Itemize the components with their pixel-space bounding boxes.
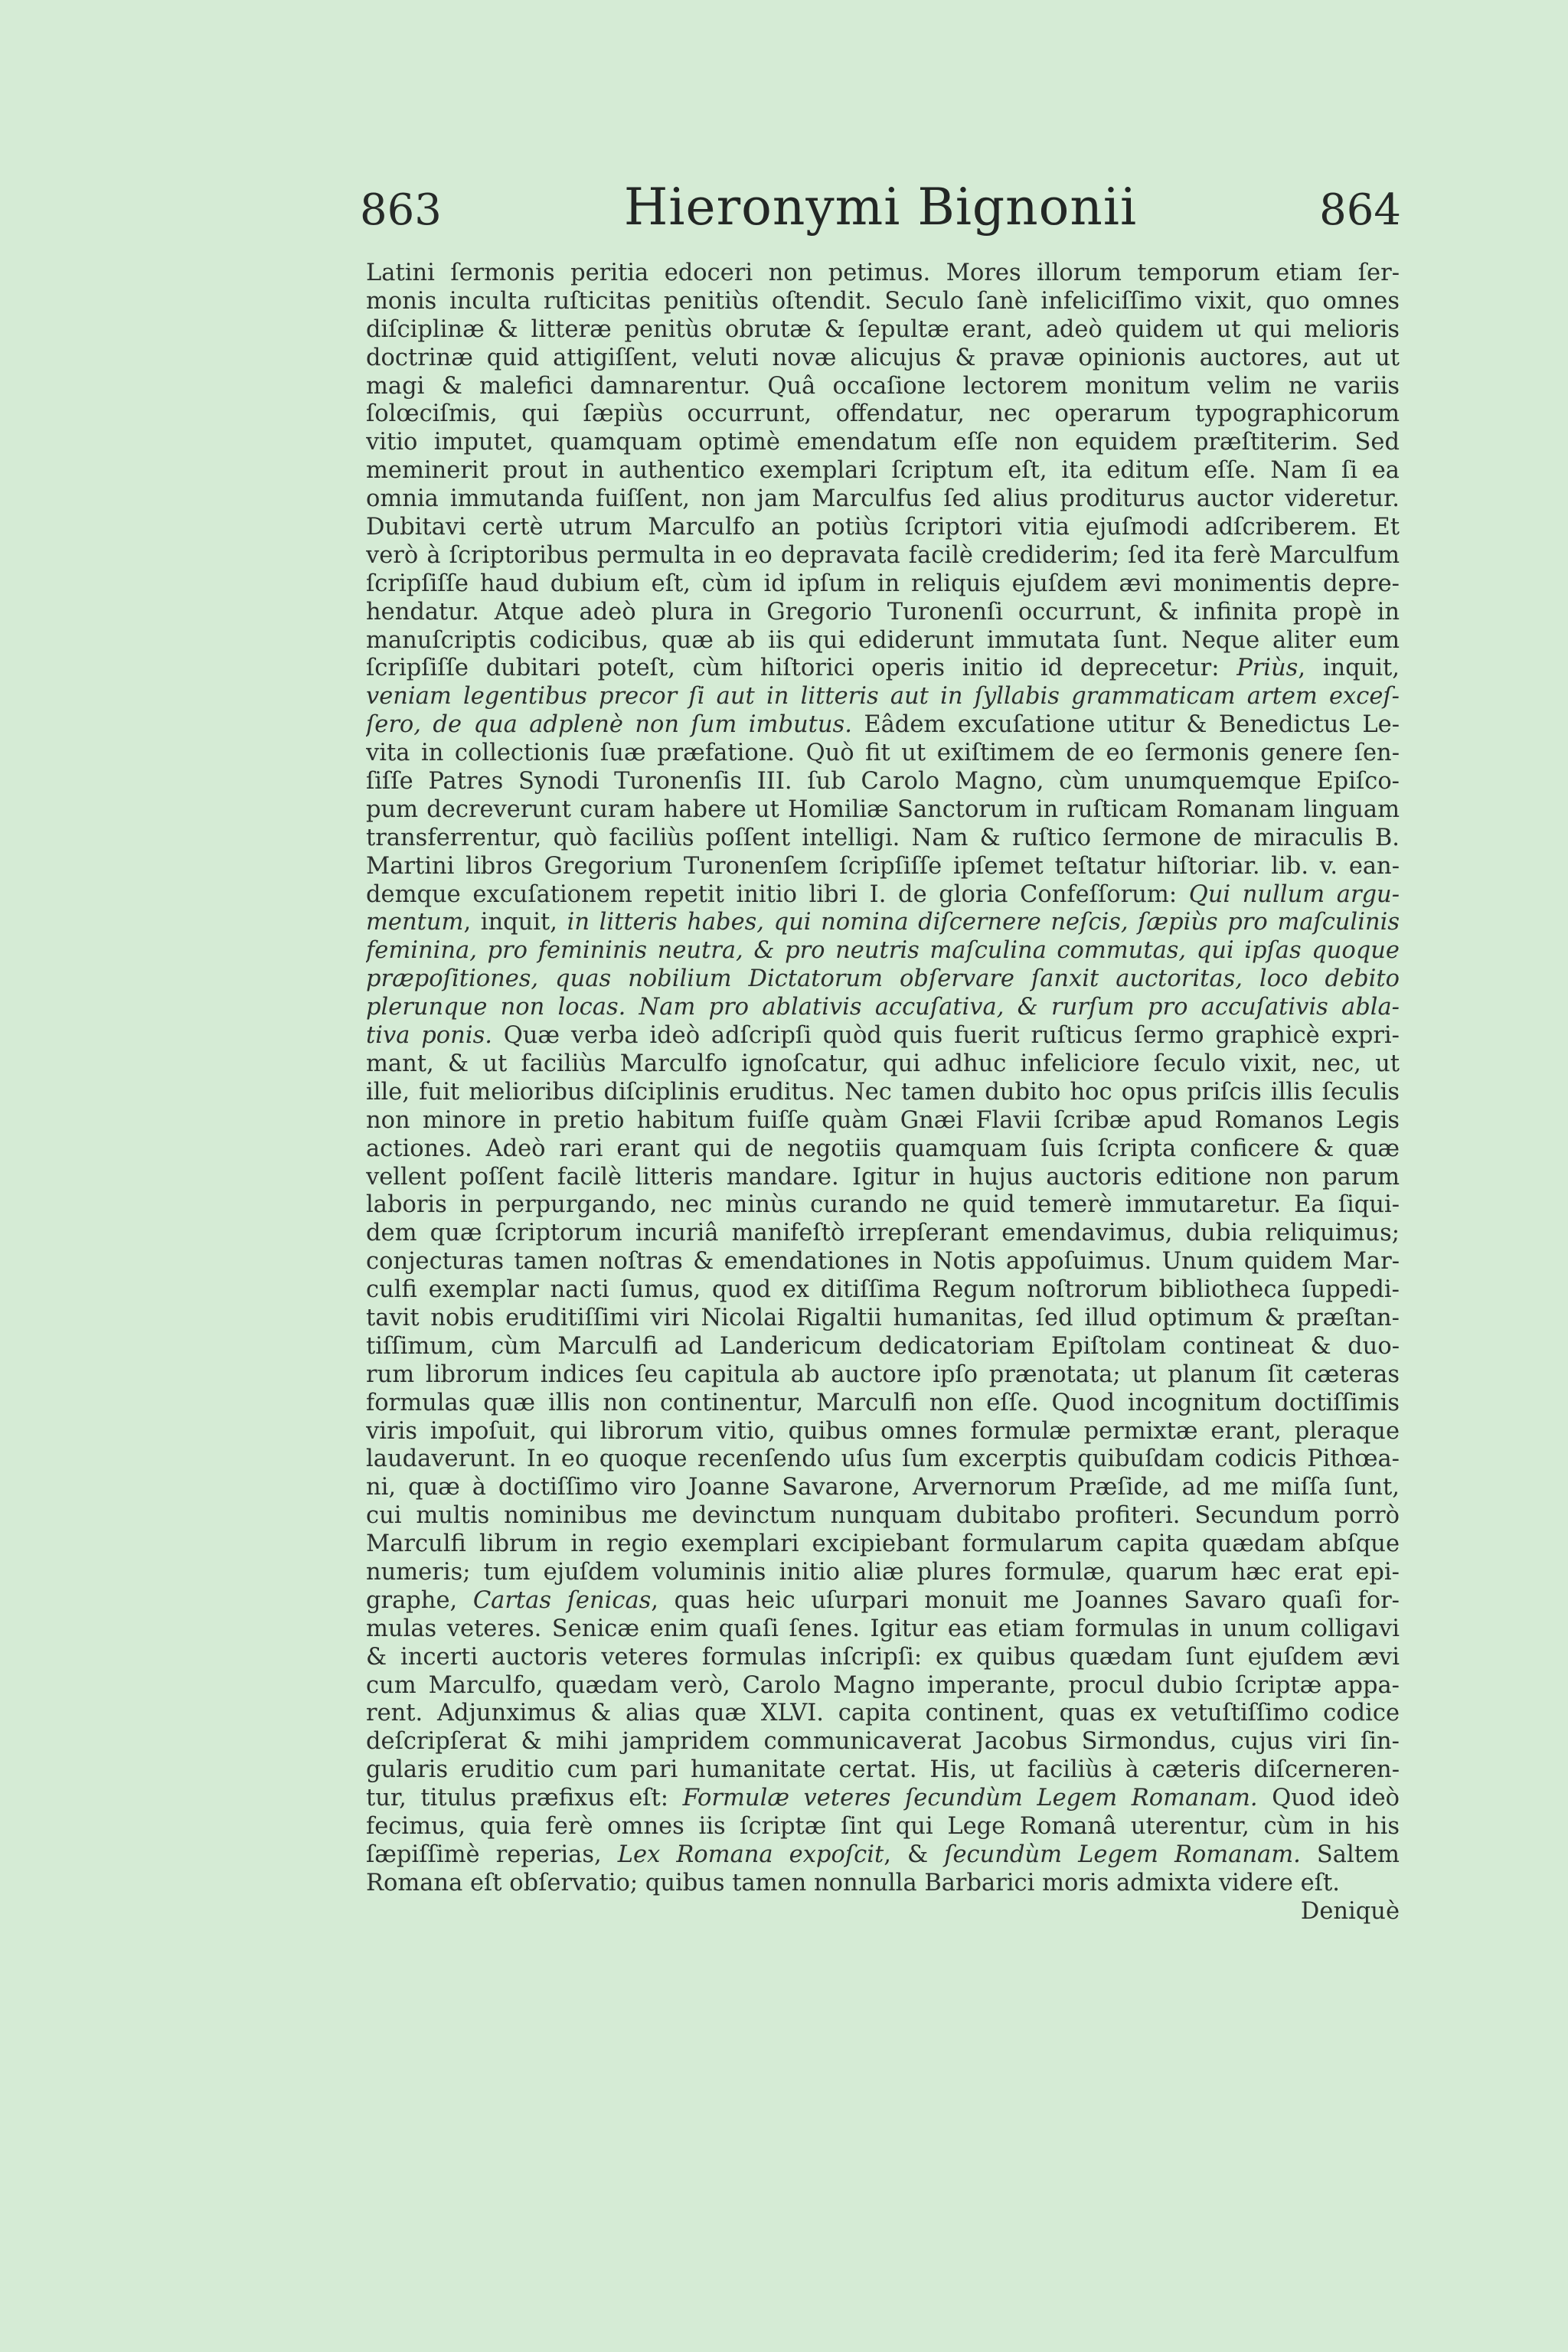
text-segment: laudaverunt. In eo quoque recenſendo uſus ſum excerptis quibuſdam codicis Pithœa-: [366, 1446, 1400, 1473]
text-line: [366, 1785, 1400, 1813]
text-segment: ſcripſiſſe haud dubium eſt, cùm id ipſum in reliquis ejuſdem ævi monimentis depre-: [366, 570, 1400, 597]
text-line: [366, 542, 1400, 570]
text-line: [366, 457, 1400, 485]
text-segment: laboris in perpurgando, nec minùs curando ne quid temerè immutaretur. Ea ſiqui-: [366, 1191, 1400, 1219]
text-segment: vellent poſſent facilè litteris mandare. Igitur in hujus auctoris editione non parum: [366, 1163, 1400, 1191]
italic-text: præpoſitiones, quas nobilium Dictatorum obſervare ſanxit auctoritas, loco debito: [366, 965, 1400, 993]
text-segment: Deniquè: [1300, 1897, 1400, 1925]
text-line: [366, 994, 1400, 1022]
text-segment: Martini libros Gregorium Turonenſem ſcripſiſſe ipſemet teſtatur hiſtoriar. lib. v. ean-: [366, 852, 1400, 880]
text-segment: Romana eſt obſervatio; quibus tamen nonnulla Barbarici moris admixta videre eſt.: [366, 1869, 1340, 1896]
text-line: [366, 260, 1400, 288]
text-line: [366, 655, 1400, 683]
text-line: [366, 1276, 1400, 1305]
text-segment: culfi exemplar nacti ſumus, quod ex ditiſſima Regum noſtrorum bibliotheca ſuppedi-: [366, 1276, 1400, 1304]
italic-text: ſecundùm Legem Romanam.: [944, 1841, 1301, 1868]
text-segment: deſcripſerat & mihi jampridem communicaverat Jacobus Sirmondus, cujus viri ſin-: [366, 1728, 1400, 1756]
text-line: [366, 1502, 1400, 1530]
body-text: [366, 260, 1400, 1926]
italic-text: ſero, de qua adplenè non ſum imbutus.: [366, 711, 852, 739]
text-line: [366, 740, 1400, 768]
italic-text: Cartas ſenicas: [472, 1586, 652, 1614]
text-segment: doctrinæ quid attigiſſent, veluti novæ alicujus & pravæ opinionis auctores, aut ut: [366, 344, 1400, 371]
text-line: [366, 514, 1400, 542]
italic-text: tiva ponis.: [366, 1022, 492, 1050]
page-number-right: 864: [1319, 185, 1401, 235]
text-segment: , quas heic uſurpari monuit me Joannes Savaro quaſi for-: [651, 1586, 1400, 1614]
text-line: [366, 1898, 1400, 1926]
text-line: [366, 570, 1400, 599]
text-segment: formulas quæ illis non continentur, Marculfi non eſſe. Quod incognitum doctiſſimis: [366, 1389, 1400, 1416]
text-segment: viris impoſuit, qui librorum vitio, quibus omnes formulæ permixtæ erant, pleraque: [366, 1417, 1400, 1445]
text-line: [366, 316, 1400, 345]
text-line: [366, 1248, 1400, 1276]
text-segment: Saltem: [1300, 1841, 1400, 1868]
text-line: [366, 1672, 1400, 1700]
text-segment: Latini ſermonis peritia edoceri non petimus. Mores illorum temporum etiam ſer-: [366, 260, 1400, 286]
text-segment: graphe,: [366, 1586, 473, 1614]
text-line: [366, 853, 1400, 881]
text-segment: monis inculta ruſticitas penitiùs oſtendit. Seculo ſanè infeliciſſimo vixit, quo omnes: [366, 287, 1400, 315]
text-line: [366, 1050, 1400, 1079]
text-line: [366, 1191, 1400, 1220]
text-line: [366, 711, 1400, 740]
text-segment: verò à ſcriptoribus permulta in eo depravata facilè crediderim; ſed ita ferè Marculfum: [366, 541, 1400, 569]
text-segment: ſiſſe Patres Synodi Turonenſis III. ſub Carolo Magno, cùm unumquemque Epiſco-: [366, 768, 1400, 795]
page-header: [360, 178, 1401, 247]
text-segment: gularis eruditio cum pari humanitate certat. His, ut faciliùs à cæteris diſcerneren-: [366, 1756, 1400, 1784]
text-segment: Quæ verba ideò adſcripſi quòd quis fuerit ruſticus ſermo graphicè expri-: [492, 1022, 1400, 1050]
italic-text: in litteris habes, qui nomina diſcernere neſcis, ſæpiùs pro maſculinis: [567, 909, 1400, 936]
text-line: [366, 1333, 1400, 1361]
text-line: [366, 825, 1400, 853]
text-segment: demque excuſationem repetit initio libri I. de gloria Confeſſorum:: [366, 880, 1189, 908]
page-number-left: 863: [360, 185, 442, 235]
text-line: [366, 796, 1400, 825]
text-segment: , inquit,: [463, 909, 567, 936]
text-line: [366, 1756, 1400, 1785]
text-segment: dem quæ ſcriptorum incuriâ manifeſtò irrepſerant emendavimus, dubia reliquimus;: [366, 1220, 1400, 1247]
text-segment: , &: [884, 1841, 945, 1868]
text-segment: non minore in pretio habitum fuiſſe quàm Gnæi Flavii ſcribæ apud Romanos Legis: [366, 1106, 1400, 1134]
text-line: [366, 1700, 1400, 1728]
text-segment: numeris; tum ejuſdem voluminis initio aliæ plures formulæ, quarum hæc erat epi-: [366, 1558, 1400, 1586]
text-segment: cui multis nominibus me devinctum nunquam dubitabo profiteri. Secundum porrò: [366, 1502, 1400, 1530]
text-segment: ille, fuit melioribus diſciplinis eruditus. Nec tamen dubito hoc opus priſcis illis ſeculis: [366, 1078, 1400, 1106]
text-segment: mant, & ut faciliùs Marculfo ignoſcatur, qui adhuc infeliciore ſeculo vixit, nec, ut: [366, 1050, 1400, 1077]
text-line: [366, 1615, 1400, 1644]
text-segment: ſcripſiſſe dubitari poteſt, cùm hiſtorici operis initio id deprecetur:: [366, 655, 1237, 682]
text-line: [366, 345, 1400, 373]
text-segment: Marculfi librum in regio exemplari excipiebant formularum capita quædam abſque: [366, 1530, 1400, 1558]
text-line: [366, 1728, 1400, 1756]
text-line: [366, 1107, 1400, 1135]
text-segment: ſolœciſmis, qui ſæpiùs occurrunt, offendatur, nec operarum typographicorum: [366, 400, 1400, 428]
text-line: [366, 768, 1400, 796]
text-segment: diſciplinæ & litteræ penitùs obrutæ & ſepultæ erant, adeò quidem ut qui melioris: [366, 315, 1400, 343]
text-segment: tur, titulus præfixus eſt:: [366, 1785, 683, 1812]
text-segment: meminerit prout in authentico exemplari ſcriptum eſt, ita editum eſſe. Nam ſi ea: [366, 457, 1400, 485]
text-line: [366, 965, 1400, 994]
text-line: [366, 881, 1400, 910]
text-segment: manuſcriptis codicibus, quæ ab iis qui ediderunt immutata ſunt. Neque aliter eum: [366, 626, 1400, 654]
text-segment: pum decreverunt curam habere ut Homiliæ Sanctorum in ruſticam Romanam linguam: [366, 795, 1400, 823]
text-line: [366, 937, 1400, 965]
running-title: Hieronymi Bignonii: [623, 178, 1138, 237]
text-line: [366, 1220, 1400, 1248]
italic-text: Qui nullum argu-: [1188, 880, 1400, 908]
text-line: [366, 1587, 1400, 1615]
text-line: [366, 599, 1400, 627]
text-segment: cum Marculfo, quædam verò, Carolo Magno imperante, procul dubio ſcriptæ appa-: [366, 1671, 1400, 1699]
text-segment: & incerti auctoris veteres formulas inſcripſi: ex quibus quædam ſunt ejuſdem ævi: [366, 1643, 1400, 1671]
text-segment: omnia immutanda fuiſſent, non jam Marculfus ſed alius proditurus auctor videretur.: [366, 485, 1400, 513]
text-line: [366, 1418, 1400, 1446]
italic-text: Lex Romana expoſcit: [617, 1841, 884, 1868]
text-segment: mulas veteres. Senicæ enim quaſi ſenes. Igitur eas etiam formulas in unum colligavi: [366, 1615, 1400, 1642]
text-line: [366, 1164, 1400, 1192]
text-segment: actiones. Adeò rari erant qui de negotiis quamquam ſuis ſcripta conficere & quæ: [366, 1135, 1400, 1162]
text-line: [366, 1135, 1400, 1164]
text-segment: magi & malefici damnarentur. Quâ occaſione lectorem monitum velim ne variis: [366, 372, 1400, 400]
text-segment: Dubitavi certè utrum Marculfo an potiùs ſcriptori vitia ejuſmodi adſcriberem. Et: [366, 514, 1400, 541]
text-segment: vitio imputet, quamquam optimè emendatum eſſe non equidem præſtiterim. Sed: [366, 429, 1400, 456]
text-line: [366, 400, 1400, 429]
text-segment: , inquit,: [1298, 655, 1400, 682]
text-segment: rent. Adjunximus & alias quæ XLVI. capita continent, quas ex vetuſtiſſimo codice: [366, 1700, 1400, 1727]
text-segment: hendatur. Atque adeò plura in Gregorio Turonenſi occurrunt, & infinita propè in: [366, 598, 1400, 626]
italic-text: plerunque non locas. Nam pro ablativis accuſativa, & rurſum pro accuſativis abla-: [366, 994, 1400, 1021]
text-line: [366, 1559, 1400, 1587]
text-segment: rum librorum indices ſeu capitula ab auctore ipſo prænotata; ut planum ſit cæteras: [366, 1361, 1400, 1388]
text-line: [366, 909, 1400, 937]
text-line: [366, 1361, 1400, 1390]
text-line: [366, 1446, 1400, 1474]
text-segment: Eâdem excuſatione utitur & Benedictus Le-: [851, 711, 1400, 739]
text-line: [366, 1079, 1400, 1107]
italic-text: mentum: [366, 909, 464, 936]
text-line: [366, 1530, 1400, 1559]
italic-text: feminina, pro femininis neutra, & pro neutris maſculina commutas, qui ipſas quoque: [366, 937, 1400, 965]
text-line: [366, 683, 1400, 711]
text-line: [366, 1813, 1400, 1841]
text-line: [366, 1870, 1400, 1898]
text-line: [366, 429, 1400, 457]
text-line: [366, 1644, 1400, 1672]
italic-text: Formulæ veteres ſecundùm Legem Romanam.: [682, 1785, 1258, 1812]
text-segment: tavit nobis eruditiſſimi viri Nicolai Rigaltii humanitas, ſed illud optimum & præſtan-: [366, 1304, 1400, 1331]
text-segment: tiſſimum, cùm Marculfi ad Landericum dedicatoriam Epiſtolam contineat & duo-: [366, 1332, 1400, 1360]
text-line: [366, 1022, 1400, 1050]
text-segment: conjecturas tamen noſtras & emendationes in Notis appoſuimus. Unum quidem Mar-: [366, 1248, 1400, 1276]
text-line: [366, 1474, 1400, 1502]
text-segment: ni, quæ à doctiſſimo viro Joanne Savarone, Arvernorum Præſide, ad me miſſa ſunt,: [366, 1474, 1400, 1501]
italic-text: Priùs: [1236, 655, 1298, 682]
text-segment: ſæpiſſimè reperias,: [366, 1841, 618, 1868]
italic-text: veniam legentibus precor ſi aut in litteris aut in ſyllabis grammaticam artem exceſ-: [366, 683, 1400, 710]
text-line: [366, 373, 1400, 401]
text-line: [366, 288, 1400, 316]
text-line: [366, 1390, 1400, 1418]
text-line: [366, 1841, 1400, 1870]
text-line: [366, 1305, 1400, 1333]
text-line: [366, 627, 1400, 655]
text-line: [366, 485, 1400, 514]
text-segment: transferrentur, quò faciliùs poſſent intelligi. Nam & ruſtico ſermone de miraculis B.: [366, 824, 1400, 851]
text-segment: vita in collectionis ſuæ præfatione. Quò fit ut exiſtimem de eo ſermonis genere ſen-: [366, 740, 1400, 767]
text-segment: fecimus, quia ferè omnes iis ſcriptæ ſint qui Lege Romanâ uterentur, cùm in his: [366, 1812, 1400, 1840]
text-segment: Quod ideò: [1257, 1785, 1400, 1812]
